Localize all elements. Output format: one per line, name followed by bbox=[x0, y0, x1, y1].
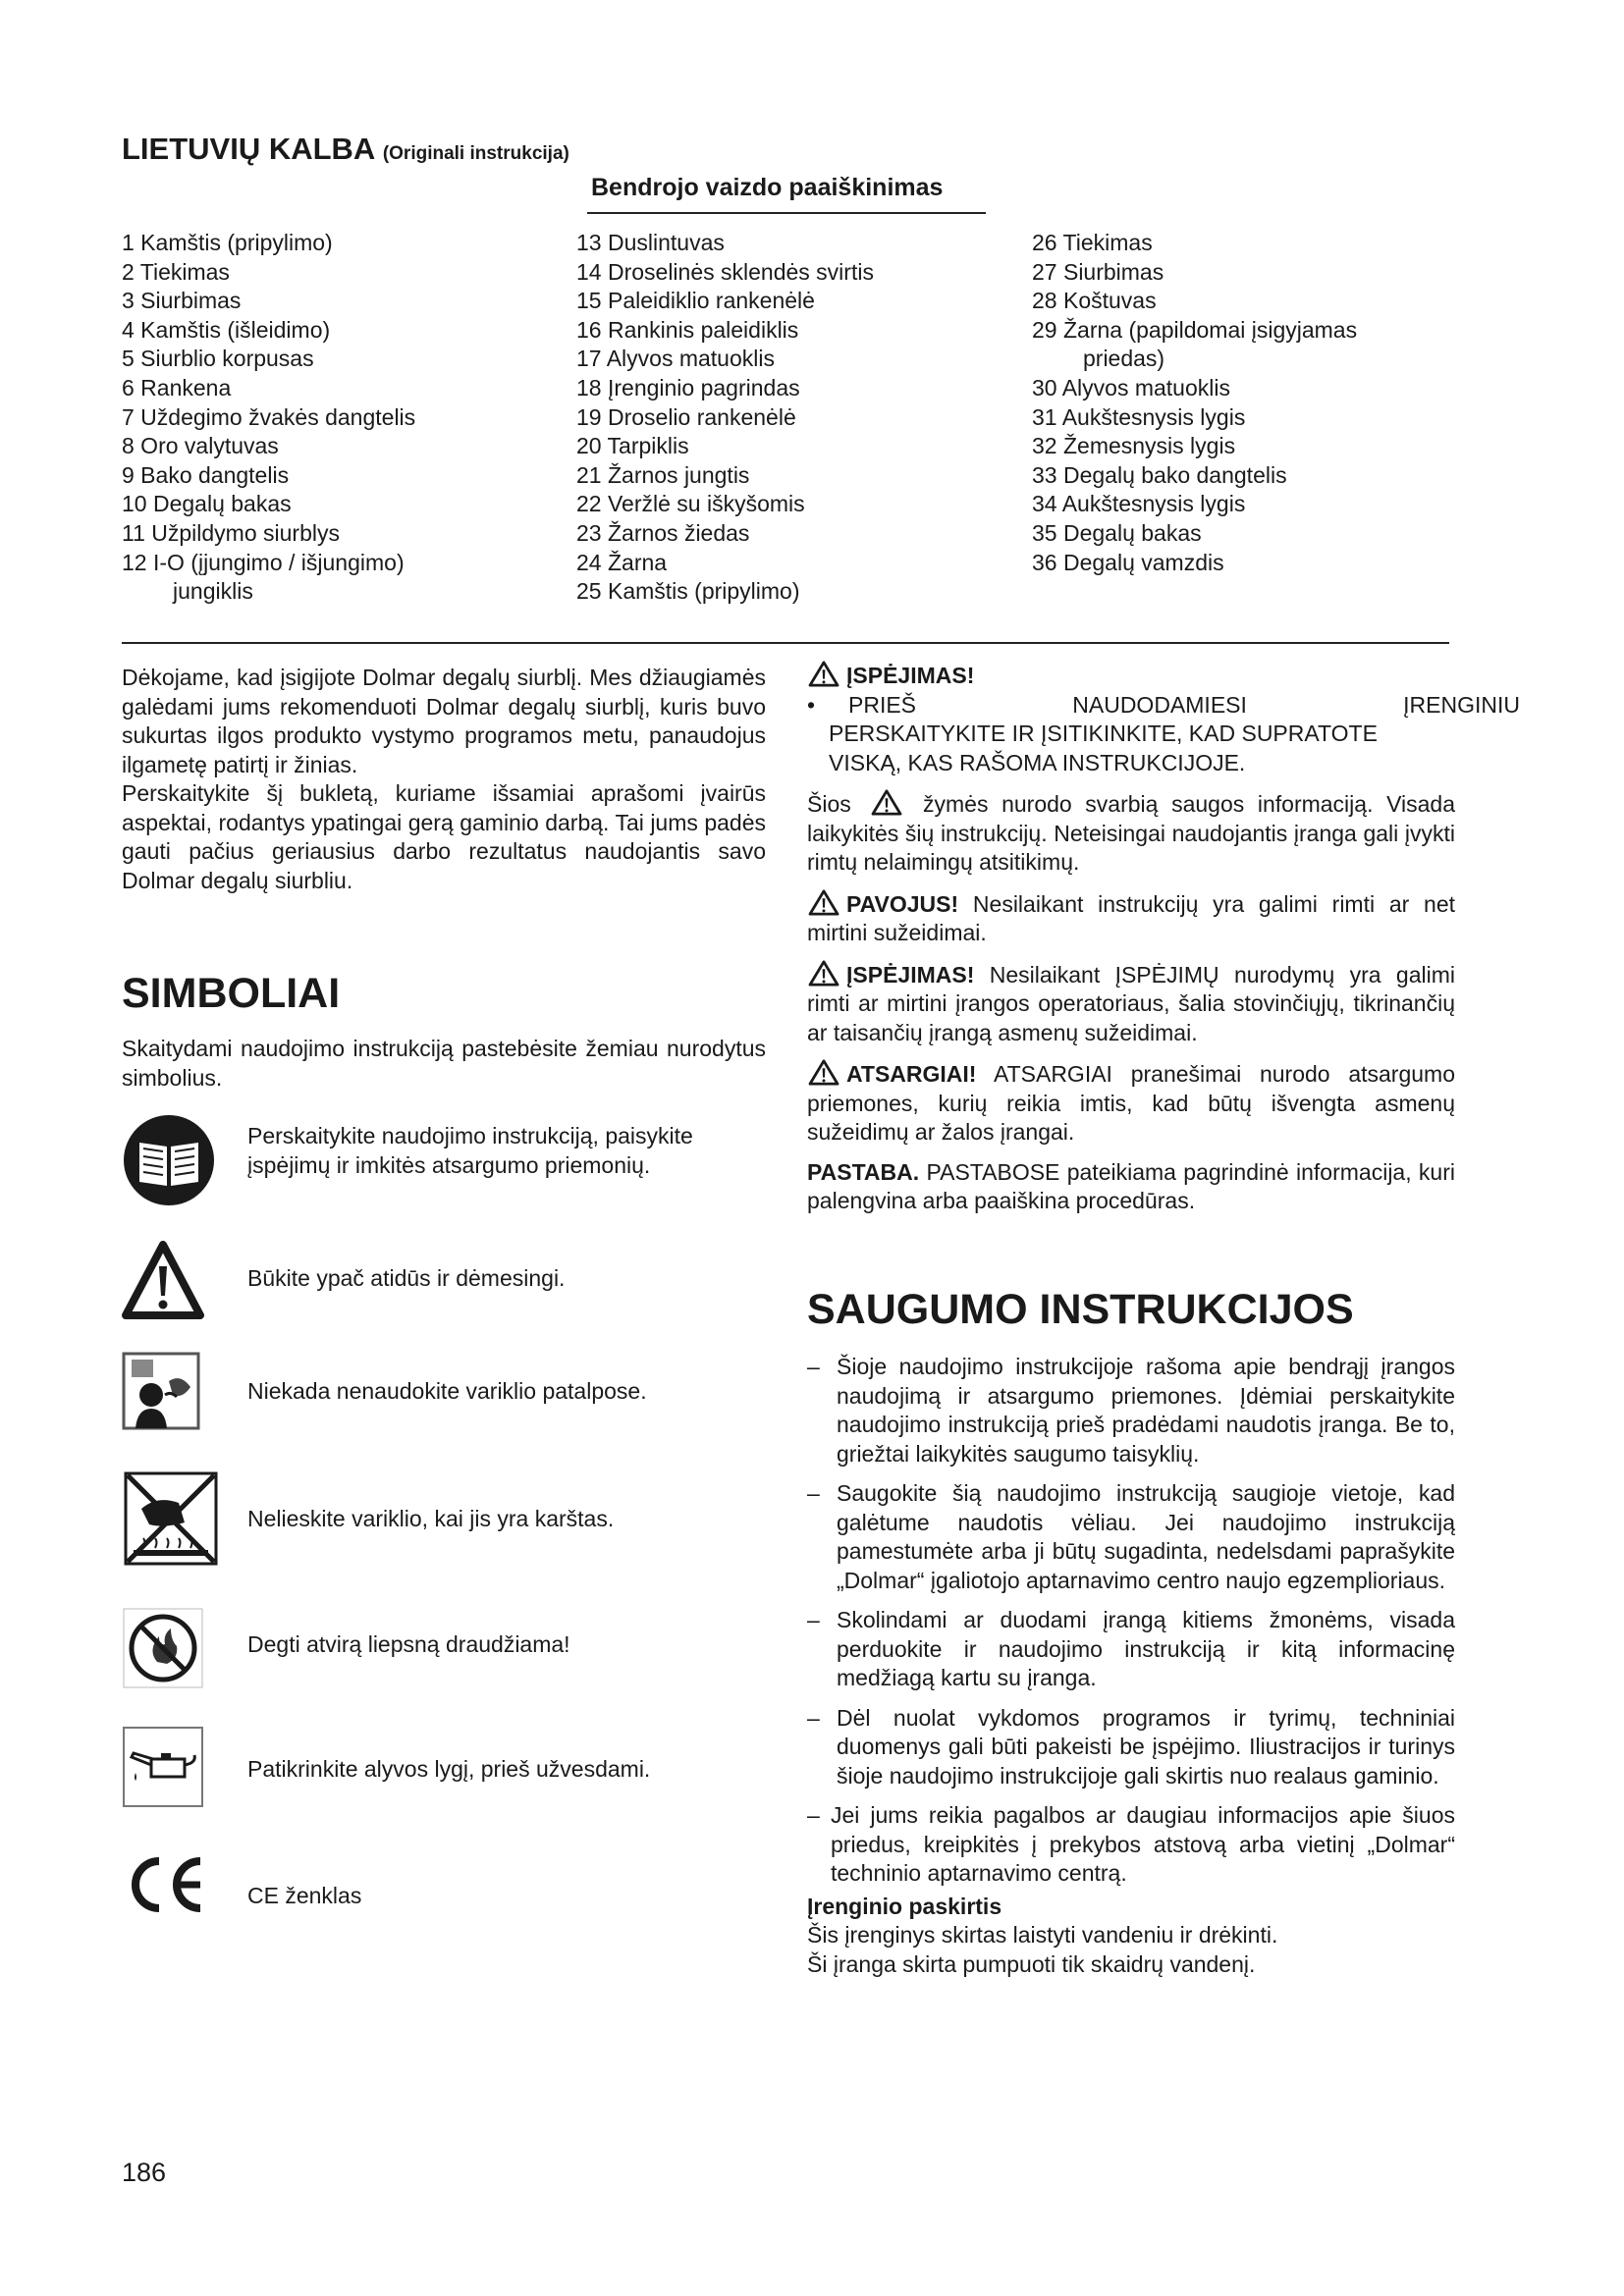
hot-surface-icon bbox=[122, 1469, 220, 1573]
safety-list bbox=[807, 1353, 1455, 1979]
warning-text: Nesilaikant ĮSPĖJIMŲ nurodymų yra galimi rimti ar mirtini įrangos operatoriaus, šalia stovinčiųjų, tikrinančių ar taisančių įrangą asmenų sužeidimai. bbox=[807, 961, 1455, 1045]
bullet-icon: • bbox=[807, 691, 816, 718]
warning-label: ĮSPĖJIMAS! bbox=[846, 663, 975, 688]
symbol-explanation-text: žymės nurodo svarbią saugos informaciją. Visada laikykitės šių instrukcijų. Neteisingai naudojantis įranga gali įvykti rimtų nelaimingų atsitikimų. bbox=[807, 791, 1455, 875]
warning-triangle-icon bbox=[807, 1058, 840, 1086]
language-subtitle: (Originali instrukcija) bbox=[382, 143, 569, 164]
warning-label: ĮSPĖJIMAS! bbox=[846, 961, 975, 988]
note-notice bbox=[807, 1158, 1455, 1216]
bullet-word: NAUDODAMIESI bbox=[1072, 691, 1247, 718]
symbol-explanation-pre: Šios bbox=[807, 791, 851, 817]
caution-notice bbox=[807, 1058, 1455, 1148]
list-item: – Dėl nuolat vykdomos programos ir tyrimų, techniniai duomenys gali būti pakeisti be įspėjimo. Iliustracijos ir turinys šioje naudojimo instrukcijoje gali skirtis nuo realaus gaminio. bbox=[807, 1704, 1455, 1789]
list-item: – Skolindami ar duodami įrangą kitiems žmonėms, visada perduokite ir naudojimo instrukciją ir kitą informacinę medžiagą kartu su įranga. bbox=[807, 1607, 1455, 1690]
manual-book-icon bbox=[122, 1113, 216, 1212]
legend-item: 6 Rankena bbox=[122, 374, 232, 400]
legend-item: 35 Degalų bakas bbox=[1032, 519, 1202, 546]
symbol-explanation bbox=[807, 788, 1455, 878]
legend-item: 36 Degalų vamzdis bbox=[1032, 549, 1224, 575]
page-title bbox=[122, 132, 569, 167]
language-title: LIETUVIŲ KALBA bbox=[122, 132, 375, 166]
legend-item: 14 Droselinės sklendės svirtis bbox=[576, 258, 874, 285]
bullet-word: ĮRENGINIU bbox=[1403, 691, 1520, 718]
legend-item: 9 Bako dangtelis bbox=[122, 461, 290, 488]
legend-item: 12 I-O (įjungimo / išjungimo) bbox=[122, 549, 405, 575]
legend-item: 3 Siurbimas bbox=[122, 288, 242, 314]
intro-paragraph: Perskaitykite šį bukletą, kuriame išsamiai aprašomi įvairūs aspektai, rodantys ypatingai gerą gaminio darbą. Tai jums padės gauti pačius geriausius darbo rezultatus naudojantis savo Dolmar degalų siurbliu. bbox=[122, 780, 766, 893]
legend-item: 11 Užpildymo siurblys bbox=[122, 519, 340, 546]
warning-bullet-text: PERSKAITYKITE IR ĮSITIKINKITE, KAD SUPRATOTE VISKĄ, KAS RAŠOMA INSTRUKCIJOJE. bbox=[829, 721, 1378, 775]
safety-heading: SAUGUMO INSTRUKCIJOS bbox=[807, 1286, 1354, 1333]
legend-item: 20 Tarpiklis bbox=[576, 433, 689, 459]
legend-item: 10 Degalų bakas bbox=[122, 491, 292, 517]
legend-item: 32 Žemesnysis lygis bbox=[1032, 433, 1236, 459]
purpose-heading: Įrenginio paskirtis bbox=[807, 1893, 1002, 1919]
symbol-description: Nelieskite variklio, kai jis yra karštas. bbox=[247, 1506, 615, 1531]
note-label: PASTABA. bbox=[807, 1158, 920, 1185]
overview-underline bbox=[587, 212, 986, 214]
legend-column-3 bbox=[1032, 229, 1464, 577]
legend-item: 28 Koštuvas bbox=[1032, 288, 1157, 314]
purpose-line: Ši įranga skirta pumpuoti tik skaidrų vandenį. bbox=[807, 1950, 1256, 1977]
legend-item: 23 Žarnos žiedas bbox=[576, 519, 750, 546]
list-item: – Jei jums reikia pagalbos ar daugiau informacijos apie šiuos priedus, kreipkitės į prekybos atstovą arba vietinį „Dolmar“ techninio aptarnavimo centrą. bbox=[807, 1802, 1455, 1886]
legend-item: 21 Žarnos jungtis bbox=[576, 461, 750, 488]
legend-item: 5 Siurblio korpusas bbox=[122, 346, 314, 372]
symbol-description: Būkite ypač atidūs ir dėmesingi. bbox=[247, 1265, 566, 1291]
legend-item: 24 Žarna bbox=[576, 549, 668, 575]
legend-item: 8 Oro valytuvas bbox=[122, 433, 279, 459]
page-number: 186 bbox=[122, 2158, 167, 2187]
danger-label: PAVOJUS! bbox=[846, 890, 959, 917]
legend-item: 29 Žarna (papildomai įsigyjamas bbox=[1032, 316, 1358, 343]
legend-item-continuation: priedas) bbox=[1083, 346, 1165, 372]
symbol-description: Perskaitykite naudojimo instrukciją, paisykite įspėjimų ir imkitės atsargumo priemonių. bbox=[247, 1123, 693, 1178]
legend-item: 19 Droselio rankenėlė bbox=[576, 403, 796, 430]
legend-item: 22 Veržlė su iškyšomis bbox=[576, 491, 805, 517]
warning-triangle-icon bbox=[122, 1239, 204, 1326]
symbol-description: CE ženklas bbox=[247, 1883, 362, 1908]
legend-item: 15 Paleidiklio rankenėlė bbox=[576, 288, 815, 314]
symbol-description: Degti atvirą liepsną draudžiama! bbox=[247, 1631, 570, 1657]
no-open-flame-icon bbox=[122, 1607, 204, 1694]
warning-bullet bbox=[807, 691, 1520, 721]
legend-item: 16 Rankinis paleidiklis bbox=[576, 316, 799, 343]
legend-item: 7 Uždegimo žvakės dangtelis bbox=[122, 403, 416, 430]
main-warning bbox=[807, 660, 1520, 777]
note-text: PASTABOSE pateikiama pagrindinė informacija, kuri palengvina arba paaiškina procedūras. bbox=[807, 1158, 1455, 1213]
list-item: – Saugokite šią naudojimo instrukciją saugioje vietoje, kad galėtume naudotis vėliau. Jei naudojimo instrukciją pamestumėte arba ji būtų sugadinta, nedelsdami paprašykite „Dolmar“ įgaliotojo aptarnavimo centro naujo egzemplioriaus. bbox=[807, 1480, 1455, 1593]
legend-item: 17 Alyvos matuoklis bbox=[576, 346, 775, 372]
section-divider bbox=[122, 642, 1449, 644]
legend-item: 26 Tiekimas bbox=[1032, 230, 1153, 255]
legend-item: 2 Tiekimas bbox=[122, 258, 230, 285]
legend-item: 25 Kamštis (pripylimo) bbox=[576, 578, 800, 605]
legend-item: 18 Įrenginio pagrindas bbox=[576, 374, 800, 400]
overview-title: Bendrojo vaizdo paaiškinimas bbox=[591, 174, 944, 201]
symbols-intro: Skaitydami naudojimo instrukciją pastebėsite žemiau nurodytus simbolius. bbox=[122, 1036, 766, 1091]
caution-text: ATSARGIAI pranešimai nurodo atsargumo priemones, kurių reikia imtis, kad būtų išvengta asmenų sužeidimų ar žalos įrangai. bbox=[807, 1061, 1456, 1145]
warning-triangle-icon bbox=[870, 788, 903, 816]
legend-item: 30 Alyvos matuoklis bbox=[1032, 374, 1230, 400]
warning-notices bbox=[807, 660, 1520, 1227]
warning-notice bbox=[807, 959, 1455, 1048]
danger-notice bbox=[807, 888, 1455, 948]
ce-mark-icon bbox=[122, 1855, 206, 1919]
legend-item: 1 Kamštis (pripylimo) bbox=[122, 230, 333, 255]
intro-paragraph: Dėkojame, kad įsigijote Dolmar degalų siurblį. Mes džiaugiamės galėdami jums rekomenduoti Dolmar degalų siurblį, kuris buvo sukurtas ilgos produkto vystymo programos metu, panaudojus ilgametę patirtį ir žinias. bbox=[122, 665, 766, 777]
intro-text bbox=[122, 664, 766, 895]
oil-can-icon bbox=[122, 1726, 204, 1813]
purpose-line: Šis įrenginys skirtas laistyti vandeniu ir drėkinti. bbox=[807, 1922, 1278, 1948]
symbol-description: Patikrinkite alyvos lygį, prieš užvesdami. bbox=[247, 1756, 651, 1782]
legend-item: 4 Kamštis (išleidimo) bbox=[122, 316, 331, 343]
legend-item: 31 Aukštesnysis lygis bbox=[1032, 403, 1246, 430]
legend-item: 13 Duslintuvas bbox=[576, 230, 725, 255]
symbol-description: Niekada nenaudokite variklio patalpose. bbox=[247, 1378, 647, 1404]
warning-triangle-icon bbox=[807, 888, 840, 916]
caution-label: ATSARGIAI! bbox=[846, 1061, 977, 1087]
warning-triangle-icon bbox=[807, 660, 840, 687]
danger-text: Nesilaikant instrukcijų yra galimi rimti ar net mirtini sužeidimai. bbox=[807, 890, 1456, 945]
legend-item: 33 Degalų bako dangtelis bbox=[1032, 461, 1287, 488]
legend-item: 27 Siurbimas bbox=[1032, 258, 1164, 285]
legend-column-2 bbox=[576, 229, 1008, 607]
legend-item-continuation: jungiklis bbox=[173, 578, 253, 605]
indoor-fumes-icon bbox=[122, 1352, 200, 1435]
bullet-word: PRIEŠ bbox=[848, 691, 917, 718]
legend-column-1 bbox=[122, 229, 562, 607]
list-item: – Šioje naudojimo instrukcijoje rašoma apie bendrąjį įrangos naudojimą ir atsargumo priemones. Įdėmiai perskaitykite naudojimo instrukciją prieš pradėdami naudotis įranga. Be to, griežtai laikykitės saugumo taisyklių. bbox=[807, 1354, 1455, 1467]
warning-triangle-icon bbox=[807, 959, 840, 987]
legend-item: 34 Aukštesnysis lygis bbox=[1032, 491, 1246, 517]
symbols-heading: SIMBOLIAI bbox=[122, 970, 341, 1017]
